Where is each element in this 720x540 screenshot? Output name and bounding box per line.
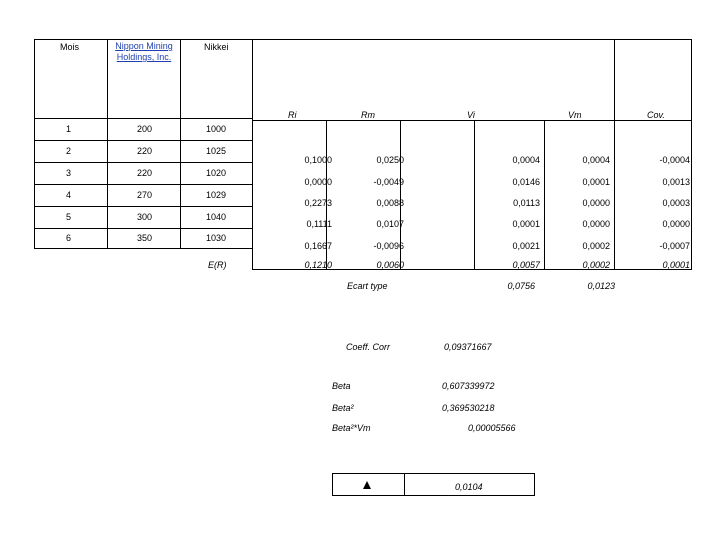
cell-vi: 0,0001 — [512, 219, 540, 229]
beta-value: 0,607339972 — [442, 381, 495, 391]
cell-rm: 0,0088 — [376, 198, 404, 208]
cell-nikkei: 1020 — [206, 168, 227, 178]
cell-mois: 5 — [66, 212, 72, 222]
cell-nikkei: 1029 — [206, 190, 227, 200]
header-vi: Vi — [467, 110, 475, 120]
cell-mois: 4 — [66, 190, 72, 200]
cell-vm: 0,0002 — [582, 241, 610, 251]
beta2vm-value: 0,00005566 — [468, 423, 516, 433]
cell-price: 200 — [137, 124, 153, 134]
beta2vm-label: Beta²*Vm — [332, 423, 371, 433]
ecart-type-label: Ecart type — [347, 281, 388, 291]
cell-ri: 0,2273 — [304, 198, 332, 208]
cell-price: 350 — [137, 233, 153, 243]
cell-vm: 0,0000 — [582, 198, 610, 208]
cell-price: 220 — [137, 146, 153, 156]
cell-mois: 1 — [66, 124, 72, 134]
header-rm: Rm — [361, 110, 375, 120]
cell-rm: 0,0107 — [376, 219, 404, 229]
header-vm: Vm — [568, 110, 582, 120]
cell-nikkei: 1025 — [206, 146, 227, 156]
cell-cov: -0,0007 — [659, 241, 690, 251]
cell-nikkei: 1030 — [206, 233, 227, 243]
cell-cov: -0,0004 — [659, 155, 690, 165]
coeff-corr-label: Coeff. Corr — [346, 342, 391, 352]
cell-ri: 0,1111 — [306, 219, 332, 229]
beta2-value: 0,369530218 — [442, 403, 495, 413]
cell-rm: 0,0250 — [376, 155, 404, 165]
cell-mois: 3 — [66, 168, 72, 178]
beta2-label: Beta² — [332, 403, 354, 413]
result-value: 0,0104 — [455, 482, 483, 492]
cell-mois: 6 — [66, 233, 72, 243]
cell-vm: 0,0002 — [582, 260, 610, 270]
cell-nikkei: 1040 — [206, 212, 227, 222]
header-cov: Cov. — [647, 110, 665, 120]
delta-symbol-icon — [362, 480, 372, 490]
ecart-type-vm: 0,0123 — [587, 281, 615, 291]
cell-ri: 0,1210 — [304, 260, 332, 270]
cell-ri: 0,1000 — [304, 155, 332, 165]
cell-cov: 0,0001 — [662, 260, 690, 270]
cell-rm: -0,0049 — [373, 177, 404, 187]
cell-vi: 0,0004 — [512, 155, 540, 165]
cell-ri: 0,0000 — [304, 177, 332, 187]
cell-nikkei: 1000 — [206, 124, 227, 134]
cell-price: 220 — [137, 168, 153, 178]
cell-price: 300 — [137, 212, 153, 222]
cell-rm: 0,0060 — [376, 260, 404, 270]
cell-cov: 0,0013 — [662, 177, 690, 187]
cell-vm: 0,0004 — [582, 155, 610, 165]
header-company-link[interactable]: Nippon Mining Holdings, Inc. — [115, 41, 173, 62]
cell-vi: 0,0146 — [512, 177, 540, 187]
cell-vm: 0,0001 — [582, 177, 610, 187]
cell-vi: 0,0057 — [512, 260, 540, 270]
ecart-type-vi: 0,0756 — [507, 281, 535, 291]
expectation-label: E(R) — [208, 260, 227, 270]
cell-mois: 2 — [66, 146, 72, 156]
header-nikkei: Nikkei — [204, 42, 229, 52]
header-mois: Mois — [60, 42, 80, 52]
coeff-corr-value: 0,09371667 — [444, 342, 492, 352]
cell-vi: 0,0113 — [513, 198, 540, 208]
cell-vm: 0,0000 — [582, 219, 610, 229]
cell-ri: 0,1667 — [304, 241, 332, 251]
header-ri: Ri — [288, 110, 297, 120]
cell-cov: 0,0003 — [662, 198, 690, 208]
cell-rm: -0,0096 — [373, 241, 404, 251]
cell-price: 270 — [137, 190, 153, 200]
cell-cov: 0,0000 — [662, 219, 690, 229]
cell-vi: 0,0021 — [512, 241, 540, 251]
beta-label: Beta — [332, 381, 351, 391]
